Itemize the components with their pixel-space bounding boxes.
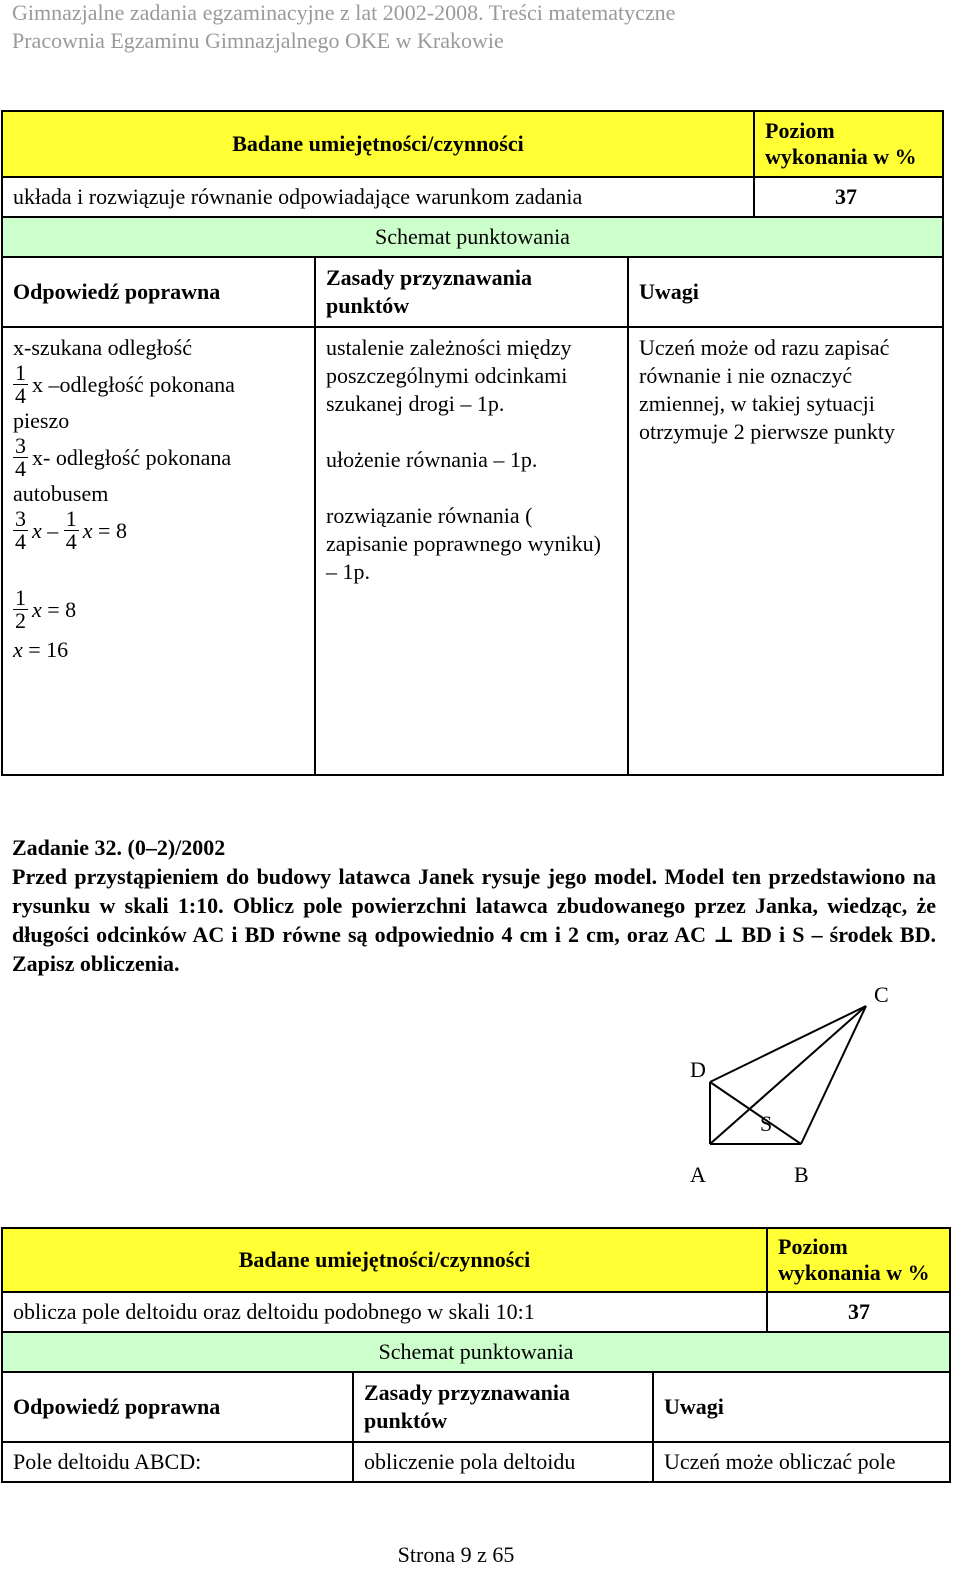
kite-figure — [680, 980, 910, 1190]
header-line-2: Pracownia Egzaminu Gimnazjalnego OKE w Krakowie — [12, 28, 504, 53]
col-answer-header: Odpowiedź poprawna — [2, 257, 315, 327]
correct-answer-cell: Pole deltoidu ABCD: — [2, 1442, 353, 1482]
equation-2: $\frac{1}{2}$ x = 8 — [15, 585, 77, 633]
label-c: C — [874, 982, 889, 1007]
col-notes-header: Uwagi — [628, 257, 943, 327]
task-32 — [12, 833, 936, 978]
skills-header: Badane umiejętności/czynności — [2, 1228, 767, 1292]
answer-line: pieszo — [13, 408, 70, 433]
label-a: A — [690, 1162, 706, 1187]
fraction: $\frac{3}{4}$ — [15, 433, 26, 481]
skills-header: Badane umiejętności/czynności — [2, 111, 754, 177]
rule-1: ustalenie zależności między poszczególnymi odcinkami szukanej drogi – 1p. — [326, 335, 572, 416]
page-number: Strona 9 z 65 — [397, 1542, 515, 1567]
level-header: Poziom wykonania w % — [754, 111, 943, 177]
answer-line: x-szukana odległość — [13, 335, 192, 360]
correct-answer-cell — [2, 327, 315, 775]
answer-line: $\frac{1}{4}$ x –odległość pokonana — [15, 360, 235, 408]
level-header: Poziom wykonania w % — [767, 1228, 950, 1292]
col-notes-header: Uwagi — [653, 1372, 950, 1442]
scoring-rules-cell: obliczenie pola deltoidu — [353, 1442, 653, 1482]
task-text: Przed przystąpieniem do budowy latawca Janek rysuje jego model. Model ten przedstawiono na rysunku w skali 1:10. Oblicz pole powierzchni latawca zbudowanego przez Janka, wiedząc, że długości odcinków AC i BD równe są odpowiednio 4 cm i 2 cm, oraz AC ⊥ BD i S – środek BD. Zapisz obliczenia. — [12, 864, 936, 976]
col-rules-header: Zasady przyznawania punktów — [353, 1372, 653, 1442]
schema-header: Schemat punktowania — [2, 1332, 950, 1372]
label-d: D — [690, 1057, 706, 1082]
label-s: S — [760, 1111, 773, 1136]
answer-line: $\frac{3}{4}$ x- odległość pokonana — [15, 433, 232, 481]
skill-description: oblicza pole deltoidu oraz deltoidu podobnego w skali 10:1 — [2, 1292, 767, 1332]
equation-3: x = 16 — [13, 637, 69, 662]
segment-bc — [801, 1006, 866, 1144]
fraction: $\frac{1}{4}$ — [15, 360, 26, 408]
scoring-table-2 — [1, 1227, 951, 1483]
header-line-1: Gimnazjalne zadania egzaminacyjne z lat 2002-2008. Treści matematyczne — [12, 0, 676, 25]
scoring-table-1 — [1, 110, 944, 776]
equation-1: $\frac{3}{4}$ x – $\frac{1}{4}$ x = 8 — [15, 506, 127, 554]
scoring-rules-cell — [315, 327, 628, 775]
level-value: 37 — [767, 1292, 950, 1332]
segment-ac — [710, 1006, 866, 1144]
notes-cell: Uczeń może obliczać pole — [653, 1442, 950, 1482]
task-title: Zadanie 32. (0–2)/2002 — [12, 835, 226, 860]
segment-dc — [710, 1006, 866, 1082]
answer-line: autobusem — [13, 481, 109, 506]
notes-cell: Uczeń może od razu zapisać równanie i nie oznaczyć zmiennej, w takiej sytuacji otrzymuje 2 pierwsze punkty — [628, 327, 943, 775]
col-rules-header: Zasady przyznawania punktów — [315, 257, 628, 327]
skill-description: układa i rozwiązuje równanie odpowiadające warunkom zadania — [2, 177, 754, 217]
rule-3: rozwiązanie równania ( zapisanie poprawnego wyniku) – 1p. — [326, 503, 601, 584]
schema-header: Schemat punktowania — [2, 217, 943, 257]
col-answer-header: Odpowiedź poprawna — [2, 1372, 353, 1442]
segment-db — [710, 1082, 801, 1144]
label-b: B — [794, 1162, 809, 1187]
rule-2: ułożenie równania – 1p. — [326, 447, 538, 472]
level-value: 37 — [754, 177, 943, 217]
